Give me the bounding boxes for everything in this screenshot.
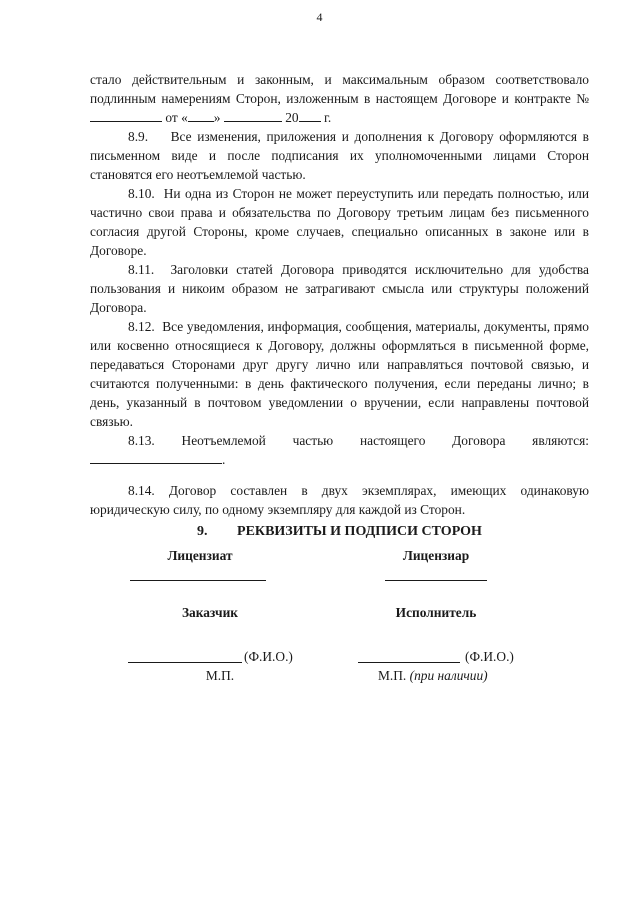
continuation-text: стало действительным и законным, и максимальным образом соответствовало подлинным намерениям Сторон, изложенным в настоящем Договоре и контракте №	[90, 72, 589, 106]
paragraph-8-13-blank-line	[90, 450, 589, 469]
attachments-end: .	[222, 452, 226, 467]
licensee-heading: Лицензиат	[167, 548, 233, 563]
paragraph-8-14: 8.14. Договор составлен в двух экземплярах, имеющих одинаковую юридическую силу, по одному экземпляру для каждой из Сторон.	[90, 483, 589, 517]
licensee-signature-line	[130, 580, 266, 581]
year-blank	[299, 108, 321, 122]
paragraph-continuation	[90, 70, 589, 127]
contractor-stamp-place	[378, 668, 488, 684]
licensor-signature-line	[385, 580, 487, 581]
contractor-stamp-label: М.П.	[378, 668, 407, 683]
paragraph-8-9: 8.9. Все изменения, приложения и дополнения к Договору оформляются в письменном виде и после подписания их уполномоченными лицами Сторон становятся его неотъемлемой частью.	[90, 129, 593, 182]
customer-heading: Заказчик	[181, 605, 239, 620]
section-title: РЕКВИЗИТЫ И ПОДПИСИ СТОРОН	[237, 524, 482, 539]
paragraph-8-11: 8.11. Заголовки статей Договора приводятся исключительно для удобства пользования и никоим образом не затрагивают смысла или структуры положений Договора.	[90, 262, 593, 315]
customer-signature-line	[128, 662, 242, 663]
section-number: 9.	[197, 524, 208, 539]
paragraph-8-13: 8.13. Неотъемлемой частью настоящего Договора являются:	[128, 433, 589, 448]
paragraph-8-12: 8.12. Все уведомления, информация, сообщения, материалы, документы, прямо или косвенно относящиеся к Договору, должны оформляться в письменной форме, передаваться Сторонами друг другу лично или направляться почтовой связью, и считаются полученными: в день фактического получения, если переданы лично; в день, указанный в почтовом уведомлении о вручении, если направлены почтовой связью.	[90, 319, 593, 429]
contractor-heading: Исполнитель	[395, 605, 477, 620]
contractor-signature-line	[358, 662, 460, 663]
section-heading	[90, 522, 589, 542]
date-quote-close: »	[213, 110, 221, 125]
licensor-heading: Лицензиар	[402, 548, 470, 563]
contractor-fio: (Ф.И.О.)	[465, 649, 514, 664]
customer-stamp-place: М.П.	[205, 668, 235, 683]
contract-number-blank	[90, 108, 162, 122]
day-blank	[188, 108, 214, 122]
contractor-stamp-note: (при наличии)	[409, 668, 488, 683]
customer-fio: (Ф.И.О.)	[244, 649, 293, 664]
page-number: 4	[316, 10, 323, 24]
year-suffix: г.	[323, 110, 332, 125]
attachments-blank	[90, 450, 222, 464]
paragraph-8-10: 8.10. Ни одна из Сторон не может переуступить или передать полностью, или частично свои права и обязательства по Договору третьим лицам без письменного согласия другой Стороны, кроме случаев, специально описанных в законе или в Договоре.	[90, 186, 593, 258]
document-body	[90, 70, 593, 542]
date-prefix: от «	[165, 110, 188, 125]
year-prefix: 20	[285, 110, 299, 125]
month-blank	[224, 108, 282, 122]
